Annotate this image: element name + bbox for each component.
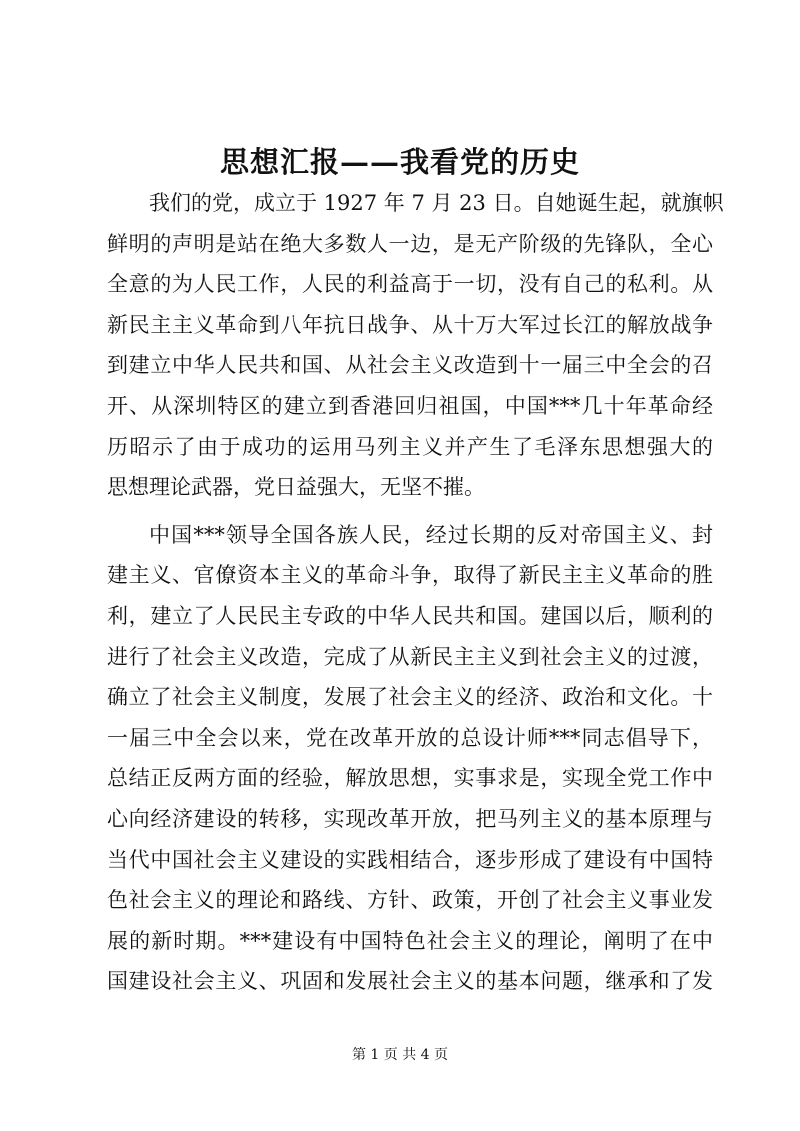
paragraph-1 (107, 183, 724, 508)
text-line: 建主义、官僚资本主义的革命斗争，取得了新民主主义革命的胜 (107, 563, 713, 588)
text-line: 历昭示了由于成功的运用马列主义并产生了毛泽东思想强大的 (107, 434, 713, 459)
text-line: 鲜明的声明是站在绝大多数人一边，是无产阶级的先锋队，全心 (107, 231, 713, 256)
text-line: 我们的党，成立于 1927 年 7 月 23 日。自她诞生起，就旗帜 (149, 191, 724, 215)
text-line: 一届三中全会以来，党在改革开放的总设计师***同志倡导下， (107, 725, 713, 750)
document-title: 思想汇报——我看党的历史 (219, 145, 580, 179)
page-footer: 第 1 页 共 4 页 (351, 1047, 449, 1063)
text-line: 中国***领导全国各族人民，经过长期的反对帝国主义、封 (149, 522, 713, 547)
text-line: 展的新时期。***建设有中国特色社会主义的理论，阐明了在中 (107, 928, 713, 953)
text-line: 思想理论武器，党日益强大，无坚不摧。 (107, 475, 485, 500)
text-line: 国建设社会主义、巩固和发展社会主义的基本问题，继承和了发 (107, 969, 713, 994)
text-line: 确立了社会主义制度，发展了社会主义的经济、政治和文化。十 (107, 685, 713, 710)
document-body (107, 183, 724, 1002)
text-line: 利，建立了人民民主专政的中华人民共和国。建国以后，顺利的 (107, 603, 713, 628)
text-line: 开、从深圳特区的建立到香港回归祖国，中国***几十年革命经 (107, 393, 713, 418)
paragraph-gap (107, 508, 713, 515)
text-line: 新民主主义革命到八年抗日战争、从十万大军过长江的解放战争 (107, 312, 713, 337)
text-line: 全意的为人民工作，人民的利益高于一切，没有自己的私利。从 (107, 272, 713, 297)
text-line: 色社会主义的理论和路线、方针、政策，开创了社会主义事业发 (107, 888, 713, 913)
text-line: 到建立中华人民共和国、从社会主义改造到十一届三中全会的召 (107, 353, 713, 378)
text-line: 心向经济建设的转移，实现改革开放，把马列主义的基本原理与 (107, 806, 713, 831)
paragraph-2 (107, 515, 713, 1002)
text-line: 进行了社会主义改造，完成了从新民主主义到社会主义的过渡， (107, 644, 713, 669)
text-line: 当代中国社会主义建设的实践相结合，逐步形成了建设有中国特 (107, 847, 713, 872)
text-line: 总结正反两方面的经验，解放思想，实事求是，实现全党工作中 (107, 766, 713, 791)
